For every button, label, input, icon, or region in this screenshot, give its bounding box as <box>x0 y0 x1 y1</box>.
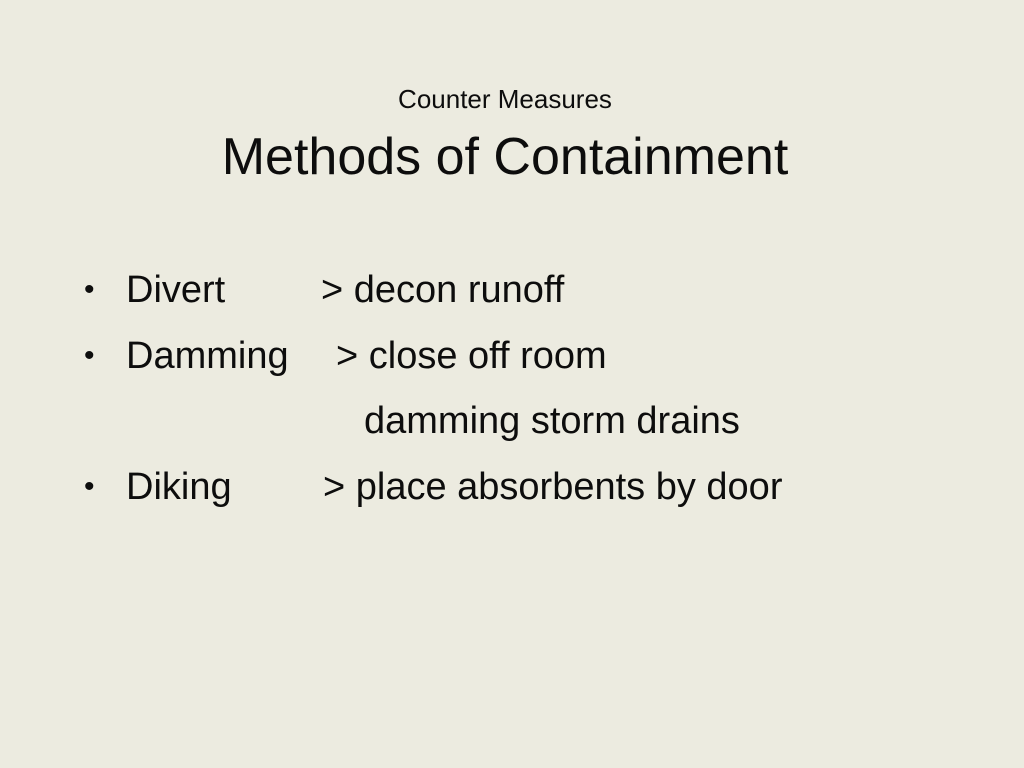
bullet-item-divert <box>84 262 984 328</box>
bullet-description: damming storm drains <box>364 400 740 442</box>
bullet-term: Diking <box>126 465 232 508</box>
bullet-item-diking <box>84 459 984 525</box>
bullet-continuation-line <box>84 393 984 459</box>
bullet-icon: • <box>84 469 95 503</box>
bullet-term: Divert <box>126 269 226 311</box>
slide-subtitle: Counter Measures <box>398 84 612 114</box>
bullet-description: > place absorbents by door <box>323 465 783 508</box>
bullet-item-damming <box>84 328 984 394</box>
slide-title: Methods of Containment <box>221 128 789 186</box>
bullet-icon: • <box>84 338 95 372</box>
bullet-term: Damming <box>126 334 289 377</box>
bullet-list <box>84 262 984 524</box>
bullet-icon: • <box>84 273 95 306</box>
bullet-description: > close off room <box>336 334 607 377</box>
bullet-description: > decon runoff <box>321 269 565 311</box>
